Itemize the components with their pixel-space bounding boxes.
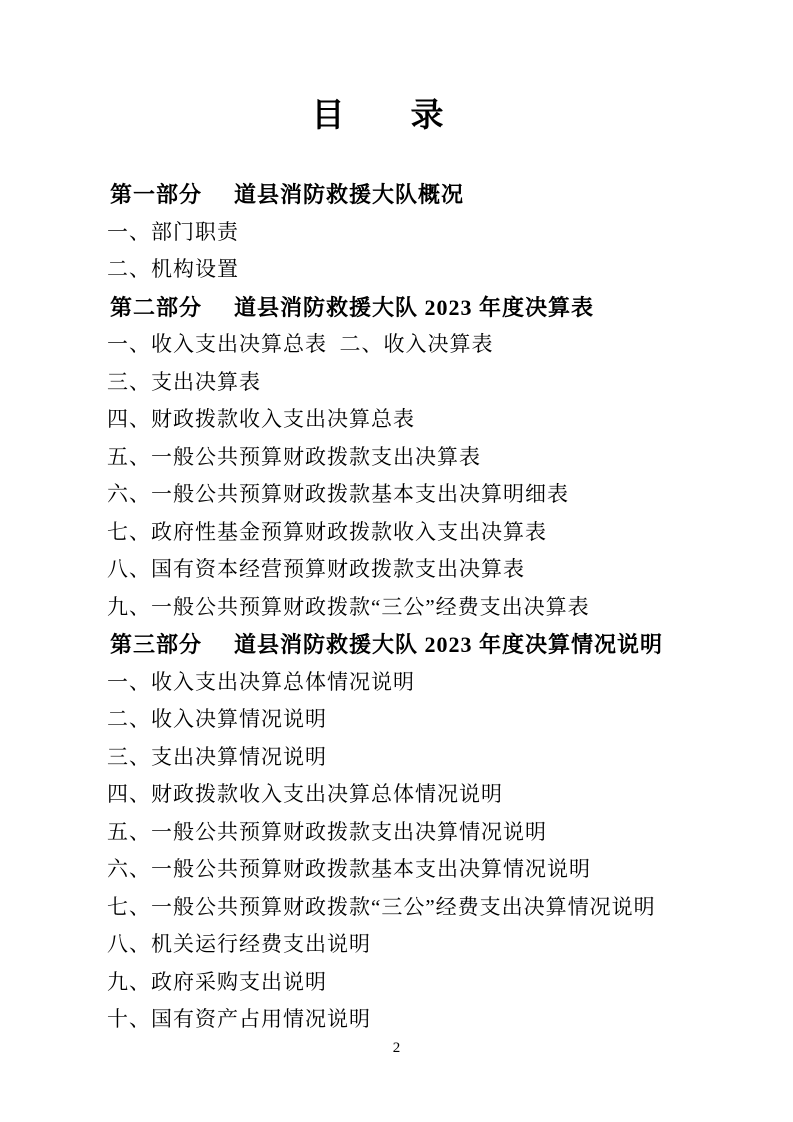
toc-entry-text: 二、收入决算情况说明 (107, 707, 327, 731)
toc-entry (107, 439, 753, 477)
toc-entry (107, 664, 753, 702)
section-title: 道县消防救援大队 2023 年度决算表 (234, 294, 595, 320)
toc-entry-text: 三、支出决算表 (107, 369, 261, 394)
section-label: 第三部分 (110, 632, 203, 657)
page-number: 2 (392, 1040, 401, 1056)
toc-entry (107, 814, 753, 852)
toc-entry (107, 514, 753, 552)
toc-entry (107, 401, 753, 439)
toc-entry (107, 926, 753, 964)
toc-entry (107, 889, 753, 927)
toc-section-heading-1 (107, 176, 753, 214)
toc-entry (107, 326, 753, 364)
toc-entry (107, 1001, 753, 1039)
toc-entry-text: 一、收入支出决算总体情况说明 (107, 669, 415, 694)
section-title: 道县消防救援大队 2023 年度决算情况说明 (234, 632, 664, 657)
page-title: 目 录 (311, 98, 444, 134)
toc-entry (107, 589, 753, 627)
toc-entry-text: 七、一般公共预算财政拨款“三公”经费支出决算情况说明 (107, 894, 656, 919)
toc-entry-text: 一、部门职责 (107, 219, 239, 244)
toc-entry-text: 六、一般公共预算财政拨款基本支出决算明细表 (107, 482, 569, 506)
toc-entry (107, 776, 753, 814)
toc-entry (107, 964, 753, 1002)
toc-entry-text: 二、机构设置 (107, 257, 239, 281)
toc-entry-text: 八、国有资本经营预算财政拨款支出决算表 (107, 557, 525, 581)
toc-entry (107, 214, 753, 252)
section-label: 第一部分 (110, 182, 203, 207)
toc-entry-text: 十、国有资产占用情况说明 (107, 1007, 371, 1031)
toc-entry-text: 一、收入支出决算总表 二、收入决算表 (107, 332, 494, 356)
toc-section-heading-3 (107, 626, 753, 664)
toc-entry-text: 五、一般公共预算财政拨款支出决算表 (107, 444, 481, 469)
section-label: 第二部分 (110, 294, 203, 320)
toc-entry (107, 476, 753, 514)
toc-entry-text: 四、财政拨款收入支出决算总表 (107, 407, 415, 431)
toc-entry-text: 四、财政拨款收入支出决算总体情况说明 (107, 782, 503, 806)
table-of-contents (0, 176, 793, 1039)
toc-entry (107, 739, 753, 777)
toc-section-heading-2 (107, 289, 753, 327)
toc-entry-text: 九、一般公共预算财政拨款“三公”经费支出决算表 (107, 594, 590, 619)
toc-entry (107, 551, 753, 589)
toc-entry (107, 851, 753, 889)
toc-entry (107, 251, 753, 289)
toc-entry (107, 701, 753, 739)
toc-entry-text: 七、政府性基金预算财政拨款收入支出决算表 (107, 519, 547, 544)
toc-entry-text: 三、支出决算情况说明 (107, 744, 327, 769)
toc-entry-text: 五、一般公共预算财政拨款支出决算情况说明 (107, 819, 547, 844)
toc-entry (107, 364, 753, 402)
toc-entry-text: 九、政府采购支出说明 (107, 969, 327, 994)
section-title: 道县消防救援大队概况 (234, 182, 465, 207)
toc-entry-text: 八、机关运行经费支出说明 (107, 932, 371, 956)
toc-entry-text: 六、一般公共预算财政拨款基本支出决算情况说明 (107, 857, 591, 881)
